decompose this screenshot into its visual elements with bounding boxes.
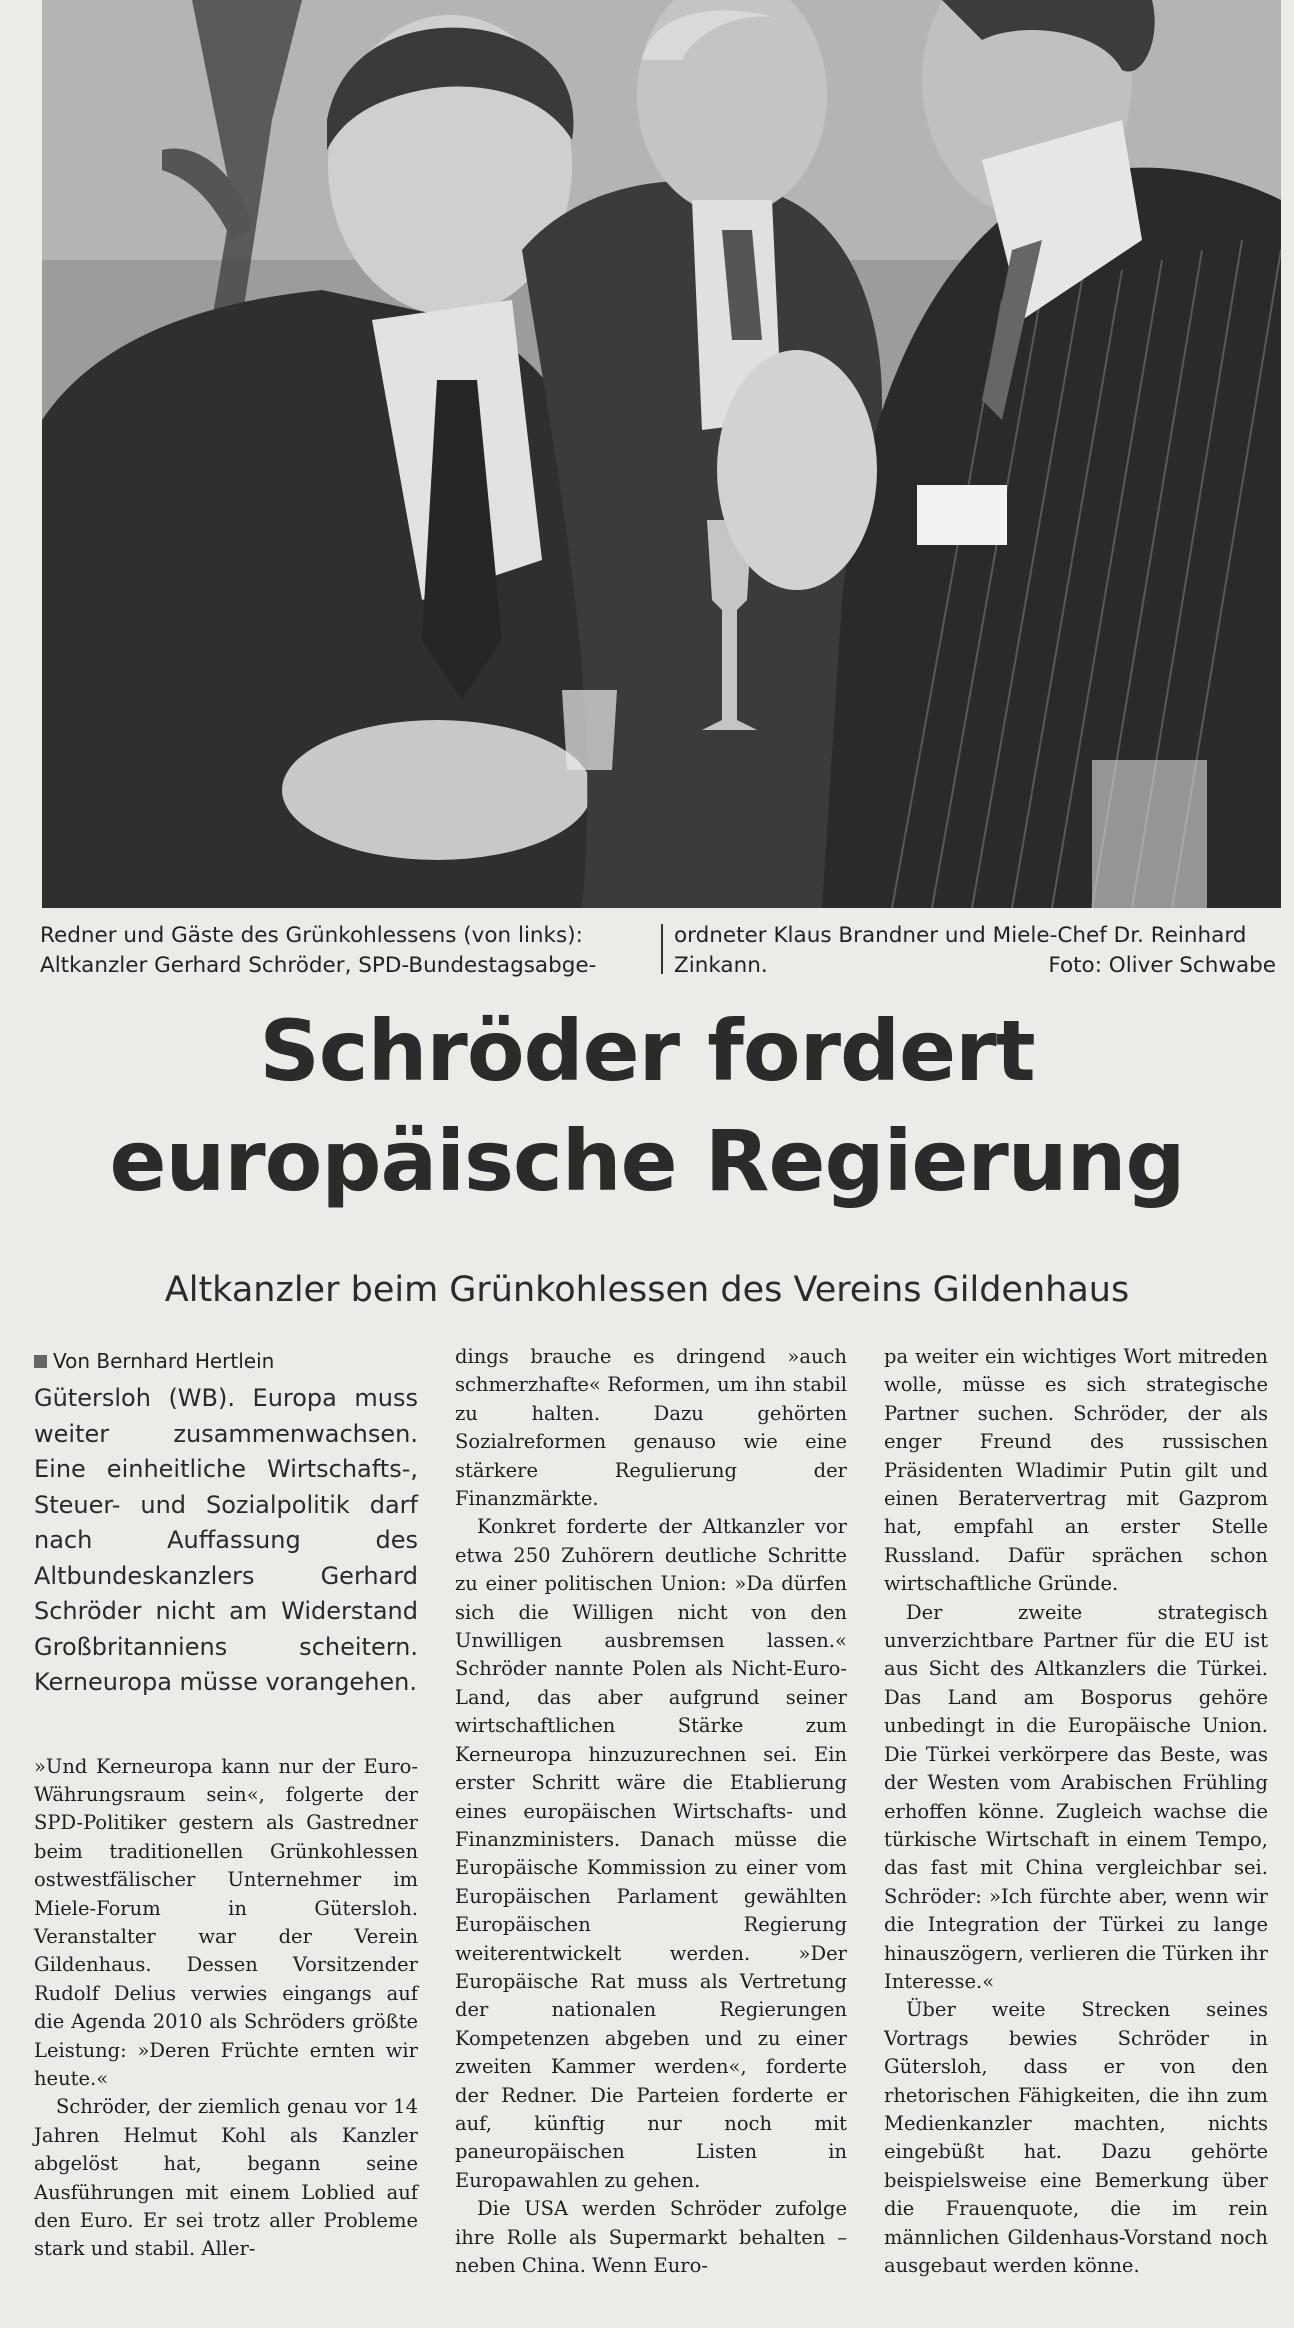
body-paragraph: pa weiter ein wichtiges Wort mitreden wolle, müsse es sich strategische Partner suchen. Schröder, der als enger Freund des russischen Präsidenten Wladimir Putin gilt und einen Beratervertrag mit Gazprom hat, empfahl an erster Stelle Russland. Dafür sprächen schon wirtschaftliche Gründe. bbox=[884, 1345, 1268, 1596]
body-paragraph: Der zweite strategisch unverzichtbare Partner für die EU ist aus Sicht des Altkanzlers die Türkei. Das Land am Bosporus gehöre unbedingt in die Europäische Union. Die Türkei verkörpere das Beste, was der Westen vom Arabischen Frühling erhoffen könne. Zugleich wachse die türkische Wirtschaft in einem Tempo, das fast mit China vergleichbar sei. Schröder: »Ich fürchte aber, wenn wir die Integration der Türkei zu lange hinauszögern, verlieren die Türken ihr Interesse.« bbox=[884, 1600, 1268, 1993]
body-paragraph: »Und Kerneuropa kann nur der Euro-Währungsraum sein«, folgerte der SPD-Politiker gestern als Gastredner beim traditionellen Grünkohlessen ostwestfälischer Unternehmer im Miele-Forum in Gütersloh. Veranstalter war der Verein Gildenhaus. Dessen Vorsitzender Rudolf Delius verwies eingangs auf die Agenda 2010 als Schröders größte Leistung: »Deren Früchte ernten wir heute.« bbox=[34, 1754, 418, 2090]
caption-right-text: ordneter Klaus Brandner und Miele-Chef Dr. Reinhard Zinkann. bbox=[674, 923, 1247, 978]
headline bbox=[0, 996, 1294, 1216]
column-spacer bbox=[34, 1701, 418, 1753]
article-column-2 bbox=[455, 1343, 847, 2280]
article-column-3 bbox=[884, 1343, 1268, 2280]
body-paragraph: Die USA werden Schröder zufolge ihre Rolle als Supermarkt behalten – neben China. Wenn Euro- bbox=[455, 2197, 847, 2277]
body-paragraph: Über weite Strecken seines Vortrags bewies Schröder in Gütersloh, dass er von den rhetorischen Fähigkeiten, die ihn zum Medienkanzler machten, nichts eingebüßt hat. Dazu gehörte beispielsweise eine Bemerkung über die Frauenquote, die im rein männlichen Gildenhaus-Vorstand noch ausgebaut werden könne. bbox=[884, 1998, 1268, 2277]
body-paragraph: Schröder, der ziemlich genau vor 14 Jahren Helmut Kohl als Kanzler abgelöst hat, begann seine Ausführungen mit einem Loblied auf den Euro. Er sei trotz aller Probleme stark und stabil. Aller- bbox=[34, 2095, 418, 2261]
article-photo bbox=[42, 0, 1281, 908]
subheadline: Altkanzler beim Grünkohlessen des Vereins Gildenhaus bbox=[164, 1270, 1130, 1310]
photo-credit: Foto: Oliver Schwabe bbox=[1048, 953, 1276, 978]
byline bbox=[34, 1343, 418, 1379]
photo-caption bbox=[40, 921, 1280, 1001]
byline-marker bbox=[34, 1355, 47, 1368]
photo-of-three-men-at-reception-icon bbox=[42, 0, 1281, 908]
byline-text: Von Bernhard Hertlein bbox=[53, 1349, 275, 1373]
headline-line-2: europäische Regierung bbox=[109, 1112, 1185, 1210]
caption-left: Redner und Gäste des Grünkohlessens (von links): Altkanzler Gerhard Schröder, SPD-Bundestagsabge- bbox=[40, 923, 597, 978]
body-paragraph: dings brauche es dringend »auch schmerzhafte« Reformen, um ihn stabil zu halten. Dazu gehörten Sozialreformen genauso wie eine stärkere Regulierung der Finanzmärkte. bbox=[455, 1345, 847, 1511]
lead-paragraph: Gütersloh (WB). Europa muss weiter zusammenwachsen. Eine einheitliche Wirtschafts-, Steuer- und Sozialpolitik darf nach Auffassung des Altbundeskanzlers Gerhard Schröder nicht am Widerstand Großbritanniens scheitern. Kerneuropa müsse vorangehen. bbox=[34, 1384, 418, 1696]
body-paragraph: Konkret forderte der Altkanzler vor etwa 250 Zuhörern deutliche Schritte zu einer politischen Union: »Da dürfen sich die Willigen nicht von den Unwilligen ausbremsen lassen.« Schröder nannte Polen als Nicht-Euro-Land, das aber aufgrund seiner wirtschaftlichen Stärke zum Kerneuropa hinzuzurechnen sei. Ein erster Schritt wäre die Etablierung eines europäischen Wirtschafts- und Finanzministers. Danach müsse die Europäische Kommission zu einer vom Europäischen Parlament gewählten Europäischen Regierung weiterentwickelt werden. »Der Europäische Rat muss als Vertretung der nationalen Regierungen Kompetenzen abgeben und zu einer zweiten Kammer werden«, forderte der Redner. Die Parteien forderte er auf, künftig nur noch mit paneuropäischen Listen in Europawahlen zu gehen. bbox=[455, 1515, 847, 2192]
caption-divider bbox=[661, 924, 663, 974]
headline-line-1: Schröder fordert bbox=[259, 1002, 1035, 1100]
article-column-1 bbox=[34, 1343, 418, 2264]
